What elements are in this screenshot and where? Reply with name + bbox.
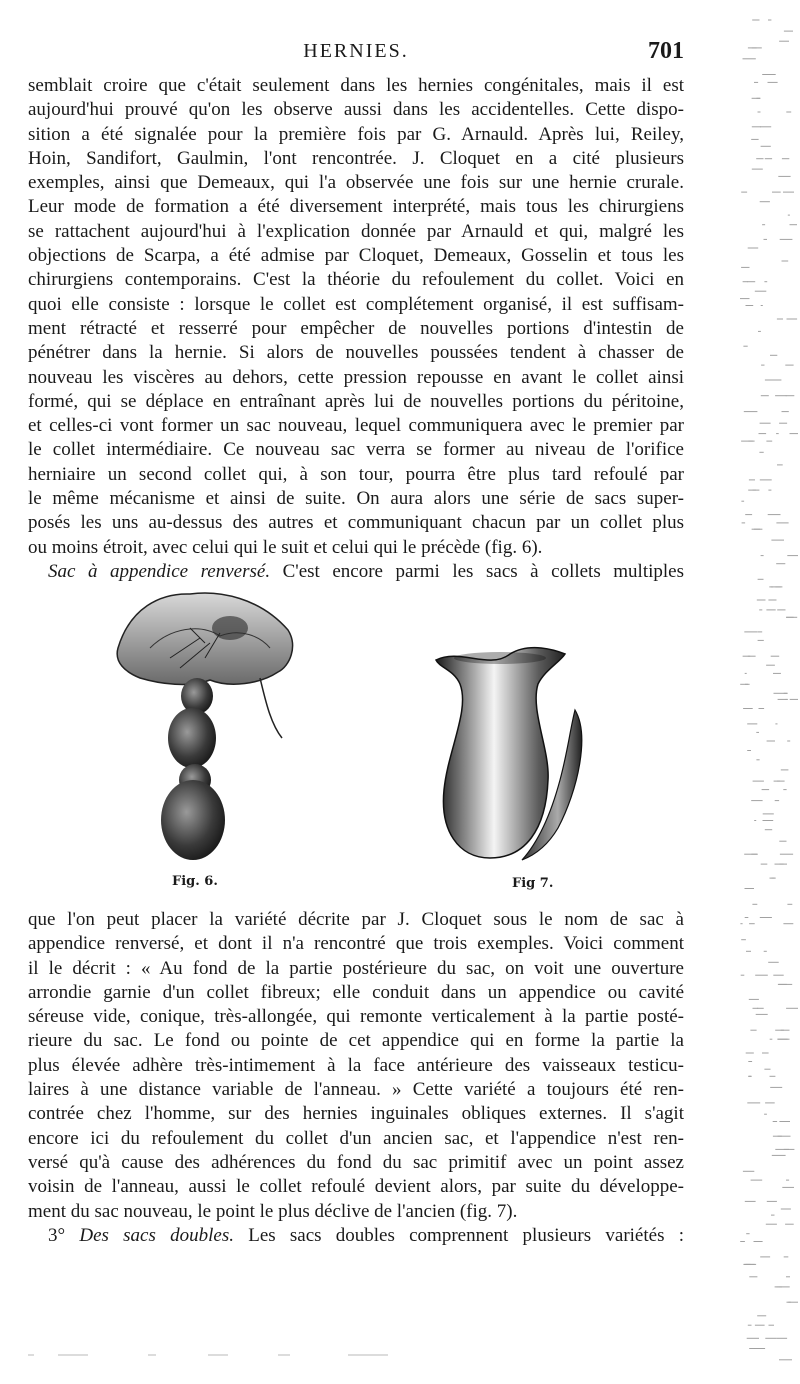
paragraph-continuation: [28, 74, 684, 584]
text-line: voisin de l'anneau, aussi le collet refoulé devient alors, par suite du développe-: [28, 1176, 684, 1198]
italic-heading: Sac à appendice renversé.: [48, 560, 271, 582]
fig7-caption: Fig 7.: [512, 876, 554, 891]
paragraph-appendix: [28, 908, 684, 1248]
text-line: versé qu'à cause des adhérences du fond du sac primitif avec un point assez: [28, 1151, 684, 1173]
text-line: semblait croire que c'était seulement dans les hernies congénitales, mais il est: [28, 75, 684, 96]
text-line: plus élevée adhère très-intimement à la face antérieure des vaisseaux testicu-: [28, 1054, 684, 1076]
running-title: HERNIES.: [303, 40, 409, 62]
text-line: laires à une distance variable de l'anneau. » Cette variété a toujours été ren-: [28, 1079, 684, 1101]
figure-6: [110, 588, 310, 889]
text-line: arrondie garnie d'un collet fibreux; elle conduit dans un appendice ou cavité: [28, 981, 684, 1003]
text-line: aujourd'hui prouvé qu'on les observe aussi dans les accidentelles. Cette dispo-: [28, 99, 684, 121]
text-line: rieure du sac. Le fond ou pointe de cet appendice qui en forme la partie la: [28, 1030, 684, 1052]
heading-continuation: C'est encore parmi les sacs à collets multiples: [270, 560, 684, 582]
text-line: objections de Scarpa, a été admise par Cloquet, Demeaux, Gosselin et tous les: [28, 245, 684, 267]
text-line: herniaire un second collet qui, à son tour, pourra être plus tard refoulé par: [28, 463, 684, 485]
fig6-caption: Fig. 6.: [172, 874, 218, 889]
text-line: ment du sac nouveau, le point le plus déclive de l'ancien (fig. 7).: [28, 1200, 518, 1222]
text-line: formé, qui se déplace en entraînant après lui de nouvelles portions du péritoine,: [28, 390, 684, 412]
text-line: exemples, ainsi que Demeaux, qui l'a observée une fois sur une hernie crurale.: [28, 172, 684, 194]
italic-heading: Des sacs doubles.: [79, 1224, 234, 1246]
section-heading-line: [28, 560, 684, 584]
fig7-illustration: [430, 640, 610, 870]
text-line: chirurgiens contemporains. C'est la théorie du refoulement du collet. Voici en: [28, 269, 684, 291]
text-line: ment rétracté et resserré pour empêcher de nouvelles portions d'intestin de: [28, 317, 684, 339]
text-line: quoi elle consiste : lorsque le collet est complétement organisé, il est suffisam-: [28, 293, 684, 315]
text-line: séreuse vide, conique, très-allongée, qui remonte verticalement à la partie posté-: [28, 1006, 684, 1028]
text-line: encore ici du refoulement du collet d'un ancien sac, et l'appendice n'est ren-: [28, 1127, 684, 1149]
text-line: pénétrer dans la hernie. Si alors de nouvelles poussées tendent à chasser de: [28, 342, 684, 364]
text-line: le collet intermédiaire. Ce nouveau sac verra se former au niveau de l'orifice: [28, 439, 684, 461]
text-line: il le décrit : « Au fond de la partie postérieure du sac, on voit une ouverture: [28, 957, 684, 979]
text-line: le même mécanisme et ainsi de suite. On aura alors une série de sacs super-: [28, 488, 684, 510]
text-line: appendice renversé, et dont il n'a rencontré que trois exemples. Voici comment: [28, 933, 684, 955]
text-line: se rattachent aujourd'hui à l'explication donnée par Arnauld et qui, malgré les: [28, 220, 684, 242]
heading-continuation: Les sacs doubles comprennent plusieurs variétés :: [233, 1224, 684, 1246]
text-line: Hoin, Sandifort, Gaulmin, l'ont rencontrée. J. Cloquet en a cité plusieurs: [28, 147, 684, 169]
figure-7: [430, 640, 610, 891]
text-line: ou moins étroit, avec celui qui le suit et celui qui le précède (fig. 6).: [28, 536, 543, 558]
text-line: Leur mode de formation a été diversement interprété, mais tous les chirurgiens: [28, 196, 684, 218]
page-number: 701: [648, 38, 684, 64]
text-line: et celles-ci vont former un sac nouveau, lequel communiquera avec le premier par: [28, 415, 684, 437]
text-line: sition a été signalée pour la première fois par G. Arnauld. Après lui, Reiley,: [28, 123, 684, 145]
scan-bottom-artifacts: [28, 1352, 668, 1358]
text-line: que l'on peut placer la variété décrite par J. Cloquet sous le nom de sac à: [28, 909, 684, 930]
text-line: nouveau les viscères au dehors, cette pression repousse en avant le collet ainsi: [28, 366, 684, 388]
section-number: 3°: [48, 1224, 66, 1246]
text-line: posés les uns au-dessus des autres et communiquant chacun par un collet plus: [28, 512, 684, 534]
running-head: [28, 38, 684, 68]
text-line: contrée chez l'homme, sur des hernies inguinales obliques externes. Il s'agit: [28, 1103, 684, 1125]
fig6-illustration: [110, 588, 310, 868]
section-heading-line: [28, 1224, 684, 1248]
scan-margin-artifacts: [730, 0, 800, 1384]
